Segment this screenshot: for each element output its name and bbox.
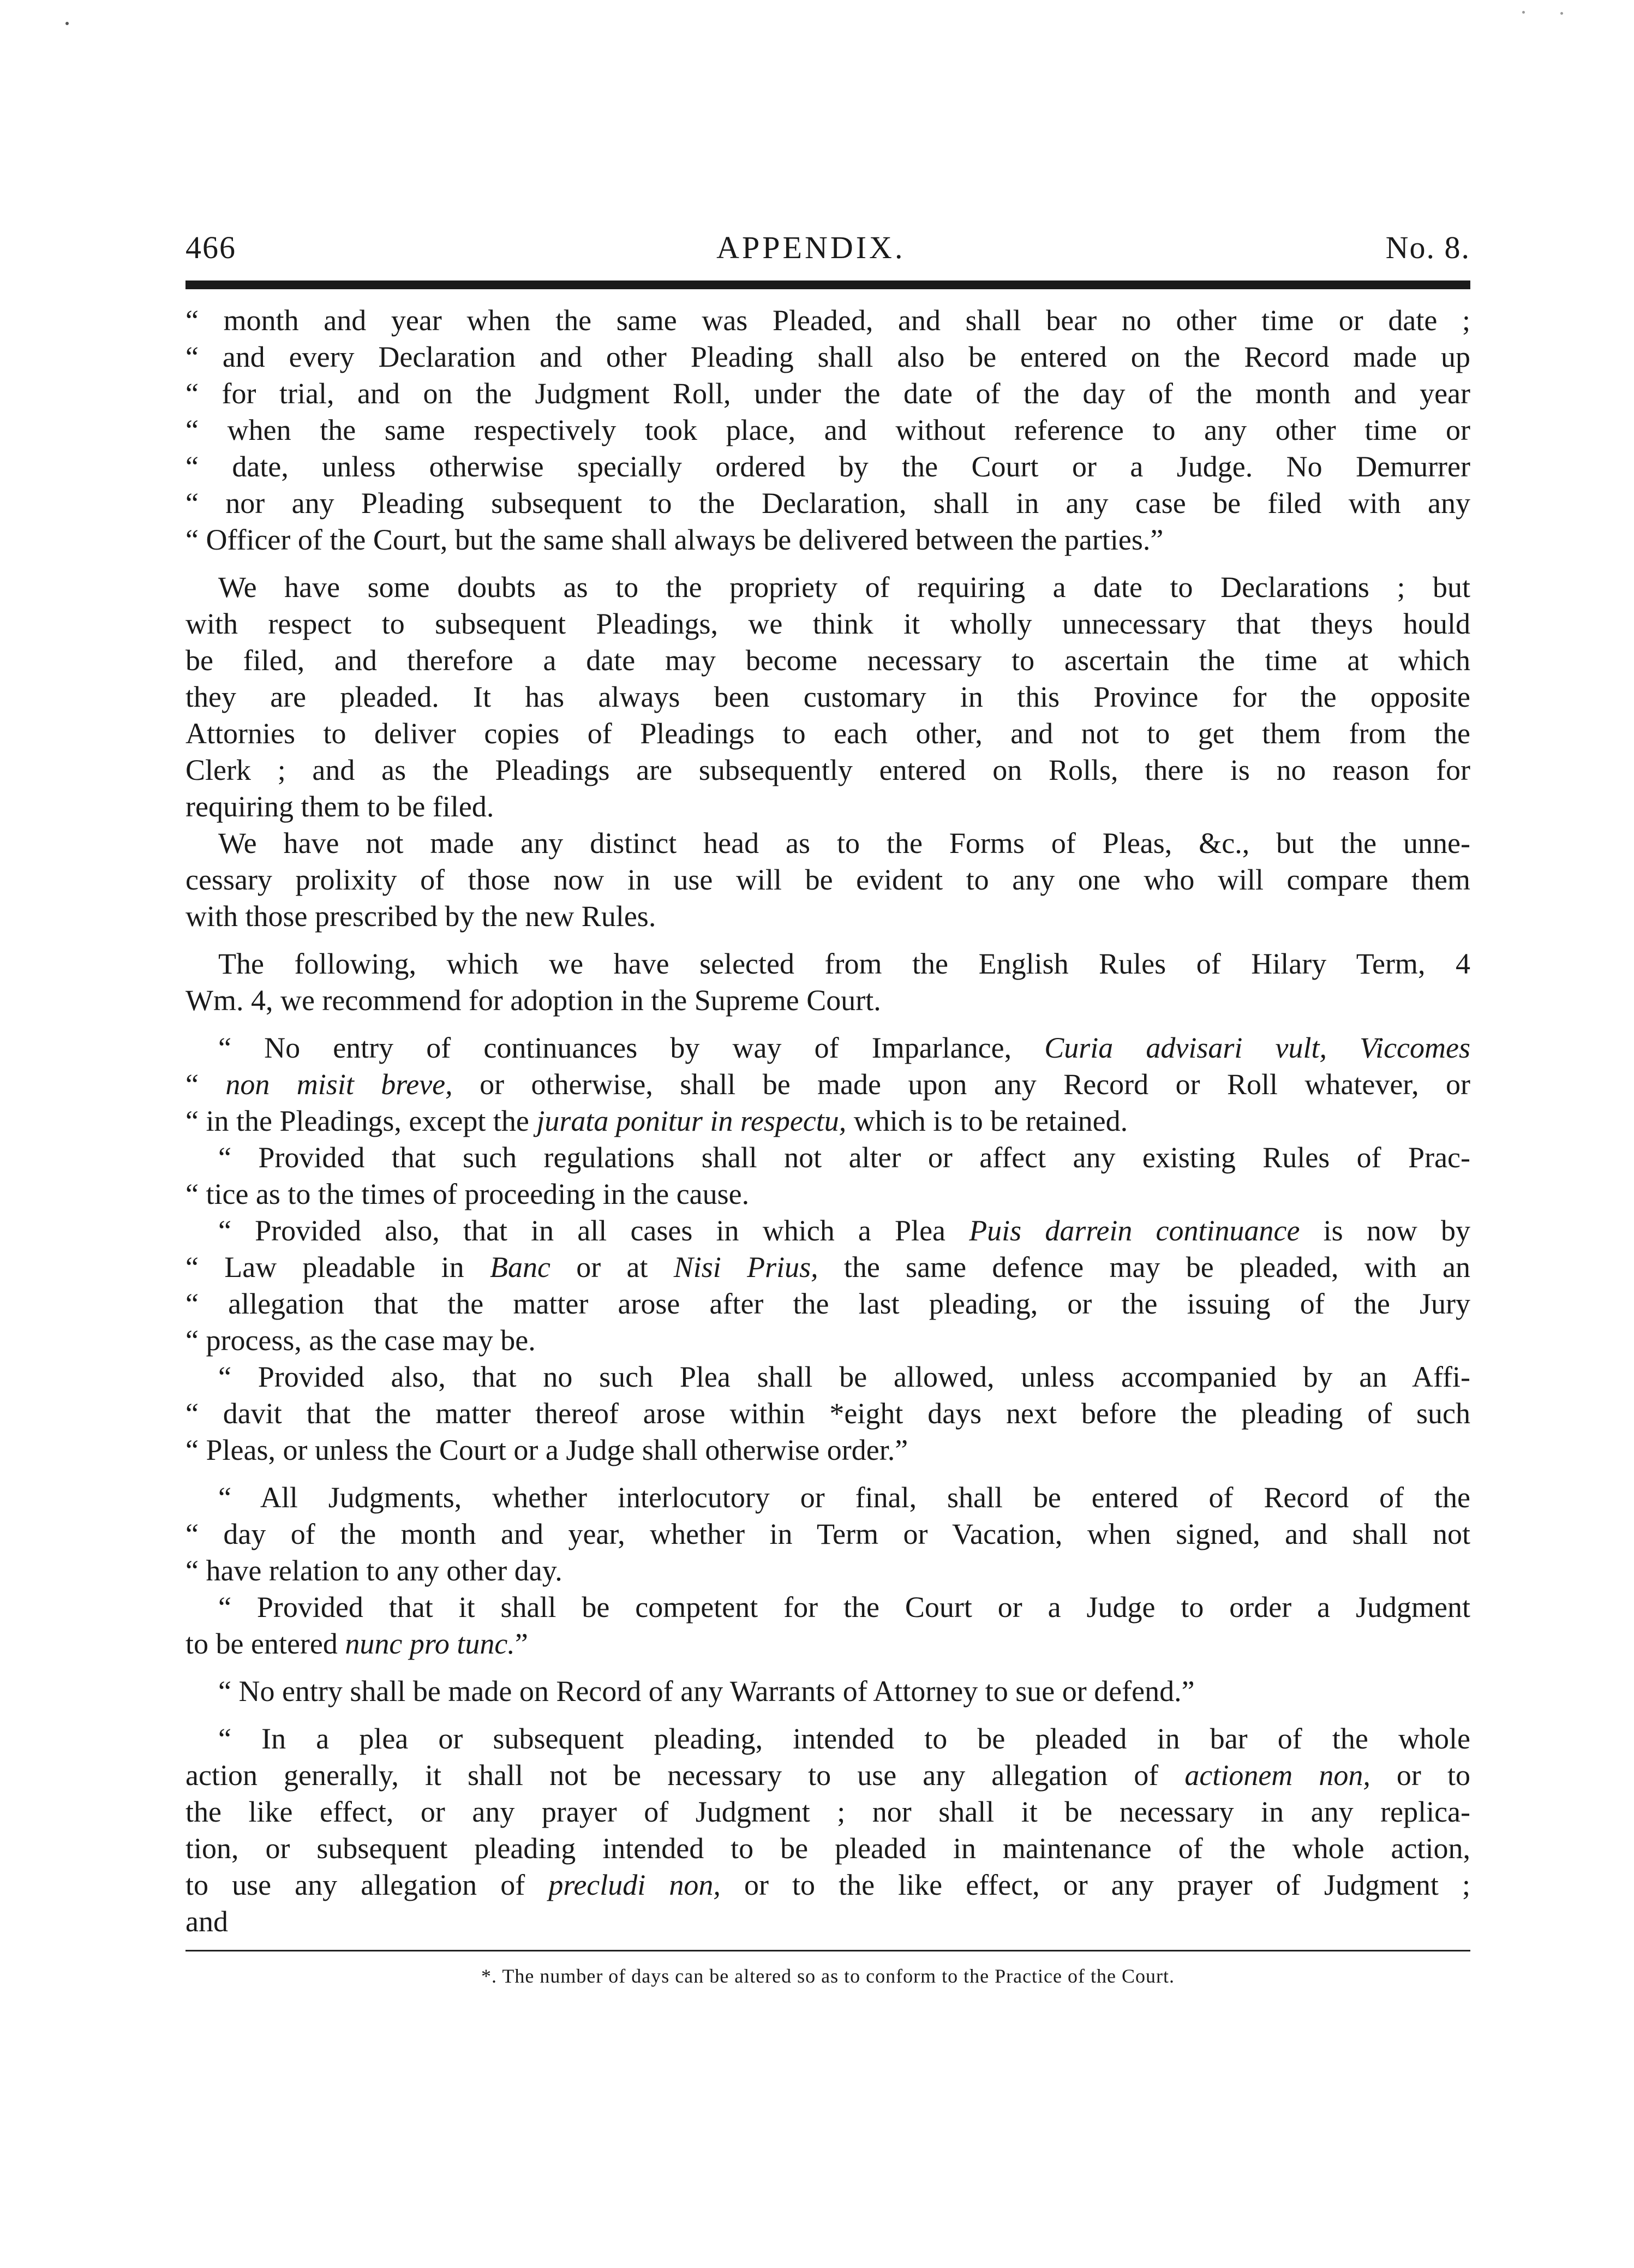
paragraph-quoted-rule	[185, 1359, 1470, 1469]
text-line: tion, or subsequent pleading intended to be pleaded in maintenance of the whole action,	[185, 1832, 1470, 1865]
text-line: “ when the same respectively took place, and without reference to any other time or	[185, 414, 1470, 446]
text-line: “ Provided also, that no such Plea shall be allowed, unless accompanied by an Affi-	[218, 1360, 1470, 1393]
header-rule	[185, 280, 1470, 289]
text-line: the like effect, or any prayer of Judgment ; nor shall it be necessary in any replica-	[185, 1795, 1470, 1828]
text-line: to use any allegation of precludi non, or to the like effect, or any prayer of Judgment ;	[185, 1869, 1470, 1901]
paragraph-quoted-rule	[185, 1030, 1470, 1139]
text-line: We have some doubts as to the propriety of requiring a date to Declarations ; but	[218, 571, 1470, 604]
paragraph-quoted-rule	[185, 1213, 1470, 1359]
text-line: cessary prolixity of those now in use will be evident to any one who will compare them	[185, 863, 1470, 896]
paragraph-commentary	[185, 946, 1470, 1019]
paragraph-quoted-rule	[185, 1589, 1470, 1662]
paragraph-commentary	[185, 825, 1470, 935]
text-line: “ month and year when the same was Pleaded, and shall bear no other time or date ;	[185, 304, 1470, 337]
catchword: and	[185, 1905, 228, 1938]
paragraph-quoted-rule	[185, 1721, 1470, 1903]
text-line: “ process, as the case may be.	[185, 1324, 536, 1357]
text-line: “ allegation that the matter arose after the last pleading, or the issuing of the Jury	[185, 1287, 1470, 1320]
text-line: “ have relation to any other day.	[185, 1554, 562, 1587]
text-line: with respect to subsequent Pleadings, we think it wholly unnecessary that theys hould	[185, 607, 1470, 640]
paragraph-quoted-rule	[185, 1673, 1470, 1710]
section-number: No. 8.	[1385, 230, 1470, 265]
page	[185, 229, 1470, 1988]
text-line: The following, which we have selected from the English Rules of Hilary Term, 4	[218, 947, 1470, 980]
text-line: “ All Judgments, whether interlocutory or final, shall be entered of Record of the	[218, 1481, 1470, 1514]
text-line: We have not made any distinct head as to the Forms of Pleas, &c., but the unne-	[218, 827, 1470, 860]
text-line: “ No entry of continuances by way of Imparlance, Curia advisari vult, Viccomes	[218, 1031, 1470, 1064]
text-line: “ in the Pleadings, except the jurata ponitur in respectu, which is to be retained.	[185, 1105, 1128, 1137]
page-number: 466	[185, 230, 236, 265]
text-line: “ and every Declaration and other Pleading shall also be entered on the Record made up	[185, 341, 1470, 373]
text-line: “ nor any Pleading subsequent to the Declaration, shall in any case be filed with any	[185, 487, 1470, 520]
text-line: “ Provided also, that in all cases in which a Plea Puis darrein continuance is now by	[218, 1214, 1470, 1247]
paragraph-commentary	[185, 569, 1470, 825]
text-line: “ tice as to the times of proceeding in the cause.	[185, 1178, 750, 1210]
paragraph-quoted-rule	[185, 1479, 1470, 1589]
text-line: action generally, it shall not be necessary to use any allegation of actionem non, or to	[185, 1759, 1470, 1792]
text-line: be filed, and therefore a date may become necessary to ascertain the time at which	[185, 644, 1470, 677]
footnote-rule	[185, 1950, 1470, 1951]
text-line: “ In a plea or subsequent pleading, intended to be pleaded in bar of the whole	[218, 1722, 1470, 1755]
text-line: “ day of the month and year, whether in Term or Vacation, when signed, and shall not	[185, 1518, 1470, 1550]
text-line: requiring them to be filed.	[185, 790, 494, 823]
scan-speck	[1560, 12, 1563, 15]
body-text	[185, 302, 1470, 1940]
text-line: Clerk ; and as the Pleadings are subsequently entered on Rolls, there is no reason for	[185, 754, 1470, 786]
text-line: Wm. 4, we recommend for adoption in the Supreme Court.	[185, 984, 881, 1017]
text-line: with those prescribed by the new Rules.	[185, 900, 656, 933]
text-line: “ non misit breve, or otherwise, shall be made upon any Record or Roll whatever, or	[185, 1068, 1471, 1101]
text-line: “ Law pleadable in Banc or at Nisi Prius, the same defence may be pleaded, with an	[185, 1251, 1471, 1284]
running-header	[185, 229, 1470, 273]
footnote: *. The number of days can be altered so as to conform to the Practice of the Court.	[481, 1965, 1175, 1987]
text-line: “ davit that the matter thereof arose within *eight days next before the pleading of such	[185, 1397, 1470, 1430]
text-line: “ No entry shall be made on Record of any Warrants of Attorney to sue or defend.”	[218, 1675, 1195, 1708]
text-line: “ for trial, and on the Judgment Roll, under the date of the day of the month and year	[185, 377, 1470, 410]
paragraph-quoted-rule	[185, 302, 1470, 558]
scan-speck	[1522, 11, 1525, 14]
text-line: “ date, unless otherwise specially ordered by the Court or a Judge. No Demurrer	[185, 450, 1470, 483]
scan-speck	[65, 22, 69, 25]
header-title: APPENDIX.	[716, 230, 906, 265]
text-line: they are pleaded. It has always been customary in this Province for the opposite	[185, 681, 1470, 713]
text-line: “ Provided that such regulations shall not alter or affect any existing Rules of Prac-	[218, 1141, 1470, 1174]
paragraph-quoted-rule	[185, 1139, 1470, 1213]
text-line: Attornies to deliver copies of Pleadings to each other, and not to get them from the	[185, 717, 1470, 750]
text-line: “ Pleas, or unless the Court or a Judge shall otherwise order.”	[185, 1434, 908, 1466]
text-line: to be entered nunc pro tunc.”	[185, 1627, 528, 1660]
text-line: “ Officer of the Court, but the same shall always be delivered between the parties.”	[185, 523, 1164, 556]
text-line: “ Provided that it shall be competent for the Court or a Judge to order a Judgment	[218, 1591, 1470, 1624]
